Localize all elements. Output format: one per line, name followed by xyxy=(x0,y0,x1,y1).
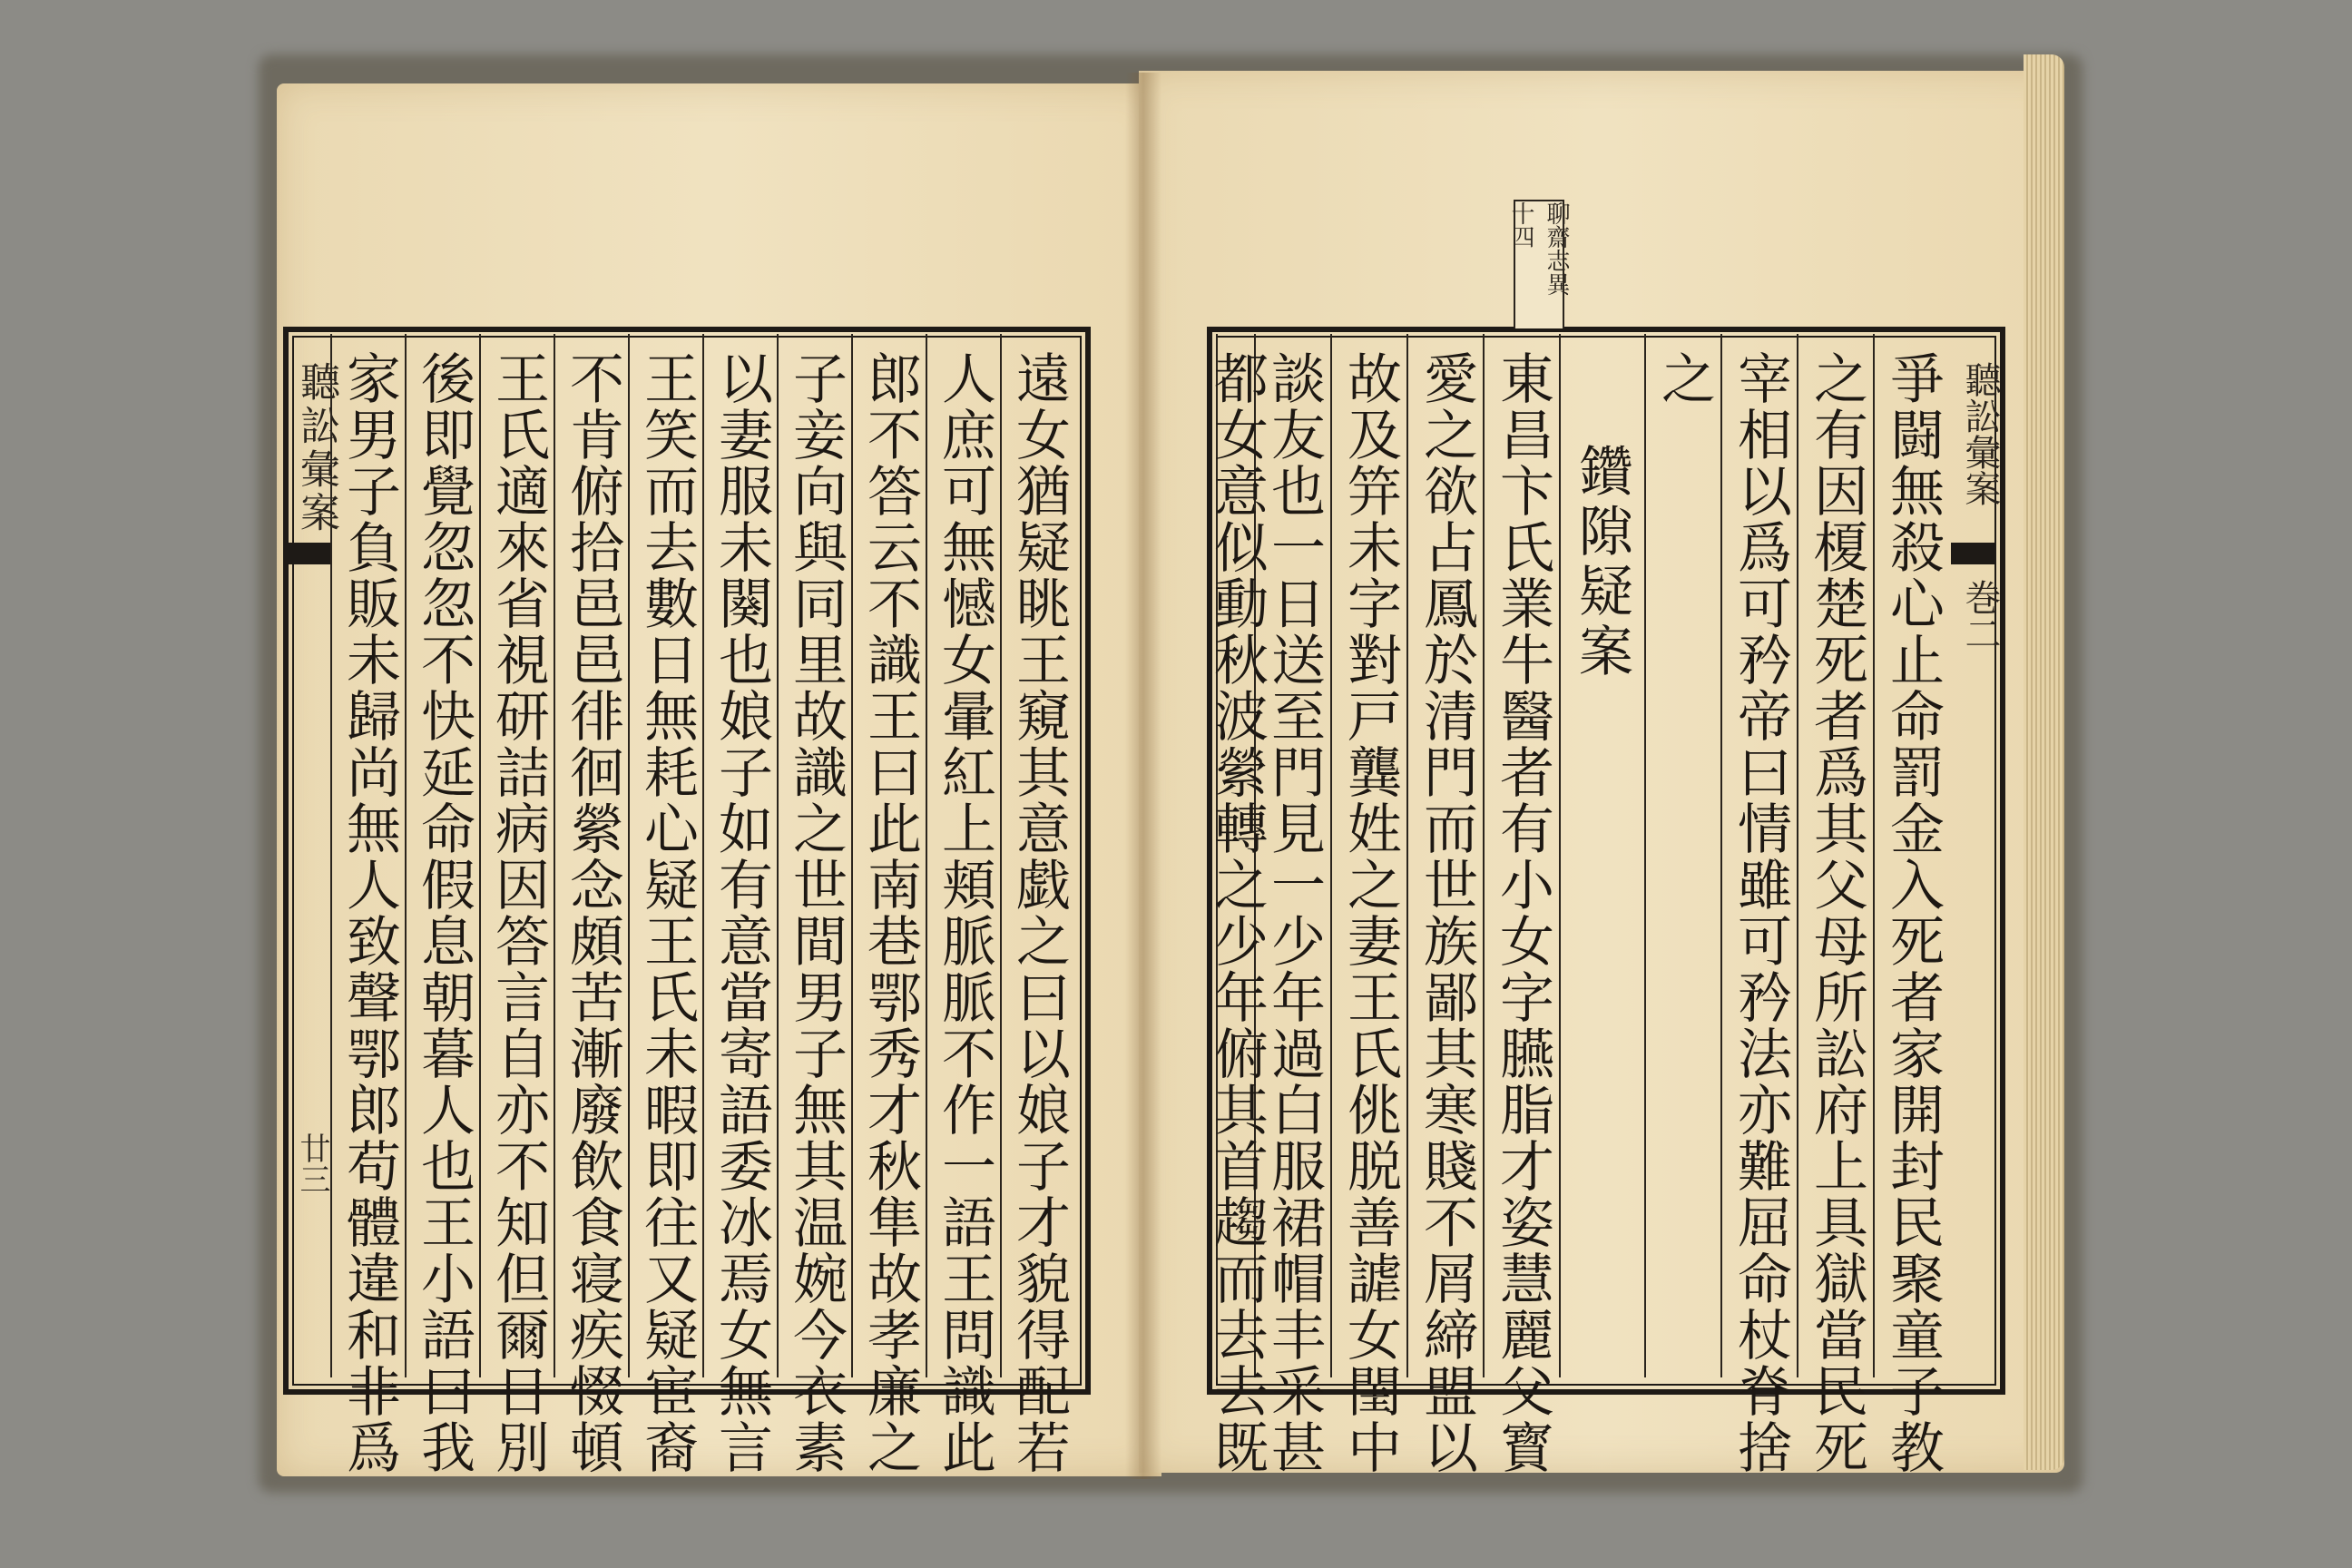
column-text: 談友也一日送至門見一少年過白服裙帽丰采甚 xyxy=(1262,350,1326,1475)
source-label-title: 聊齋志異 xyxy=(1543,201,1570,296)
column-text: 人庶可無憾女暈紅上頬脈脈不作一語王問識此 xyxy=(933,350,996,1475)
source-label xyxy=(1507,200,1570,328)
text-column xyxy=(330,334,407,1475)
text-column xyxy=(554,334,630,1475)
text-column xyxy=(479,334,555,1475)
text-column xyxy=(1000,334,1076,1475)
text-column xyxy=(405,334,481,1475)
column-text: 宰相以爲可矜帝曰情雖可矜法亦難屈命杖脊捨 xyxy=(1729,350,1792,1475)
column-text: 故及笄未字對戸龔姓之妻王氏佻脱善謔女閨中 xyxy=(1338,350,1402,1475)
case-heading-column xyxy=(1559,334,1642,1377)
text-column xyxy=(851,334,927,1475)
text-column xyxy=(1720,334,1798,1475)
column-text: 東昌卞氏業牛醫者有小女字臙脂才姿慧麗父寳 xyxy=(1491,350,1554,1475)
column-text: 以妻服未闋也娘子如有意當寄語委冰焉女無言 xyxy=(710,350,773,1475)
column-text: 王笑而去數日無耗心疑王氏未暇即往又疑宦裔 xyxy=(635,350,699,1475)
left-margin-title: 聽訟彙案 xyxy=(293,361,339,535)
text-column xyxy=(777,334,853,1475)
right-margin-volume: 巻二 xyxy=(1959,579,2001,652)
text-column xyxy=(1873,334,1951,1475)
column-text: 不肯俯拾邑邑徘徊縈念頗苦漸廢飲食寝疾惙頓 xyxy=(561,350,624,1475)
text-column xyxy=(1330,334,1408,1475)
book-gutter xyxy=(1125,73,1161,1479)
column-text: 後即覺忽忽不快延命假息朝暮人也王小語曰我 xyxy=(412,350,475,1475)
text-column xyxy=(1205,334,1269,1475)
left-page-number: 廿三 xyxy=(294,1132,330,1194)
fish-tail-mark xyxy=(1951,543,1994,564)
column-text: 郎不答云不識王曰此南巷鄂秀才秋隼故孝廉之 xyxy=(858,350,922,1475)
text-column xyxy=(1406,334,1485,1475)
text-column xyxy=(702,334,779,1475)
case-heading: 鑽隙疑案 xyxy=(1570,443,1633,682)
column-text: 子妾向與同里故識之世間男子無其温婉今衣素 xyxy=(784,350,848,1475)
right-page-margin xyxy=(1951,334,2001,1377)
source-label-number: 十四 xyxy=(1507,201,1534,249)
column-text: 之有因榎楚死者爲其父母所訟府上具獄當民死 xyxy=(1805,350,1868,1475)
column-text: 家男子負販未歸尚無人致聲鄂郎苟體違和非爲 xyxy=(338,350,401,1475)
column-text: 爭闘無殺心止命罰金入死者家開封民聚童子教 xyxy=(1881,350,1945,1475)
fish-tail-mark xyxy=(283,543,330,564)
text-column xyxy=(1797,334,1875,1475)
text-column xyxy=(628,334,704,1475)
page-edges xyxy=(2024,54,2064,1470)
column-text: 愛之欲占鳳於清門而世族鄙其寒賤不屑締盟以 xyxy=(1415,350,1478,1475)
text-column xyxy=(926,334,1002,1475)
column-text: 遠女猶疑眺王窺其意戯之曰以娘子才貌得配若 xyxy=(1007,350,1071,1475)
text-column xyxy=(1483,334,1561,1475)
column-text: 都女意似動秋波縈轉之少年俯其首趨而去去既 xyxy=(1205,350,1269,1475)
text-column xyxy=(1644,334,1722,1377)
column-text: 王氏適來省視研詰病因答言自亦不知但爾日別 xyxy=(486,350,550,1475)
column-text: 之 xyxy=(1652,350,1716,407)
left-page-margin xyxy=(283,334,339,1377)
right-margin-title: 聽訟彙案 xyxy=(1959,361,2001,506)
